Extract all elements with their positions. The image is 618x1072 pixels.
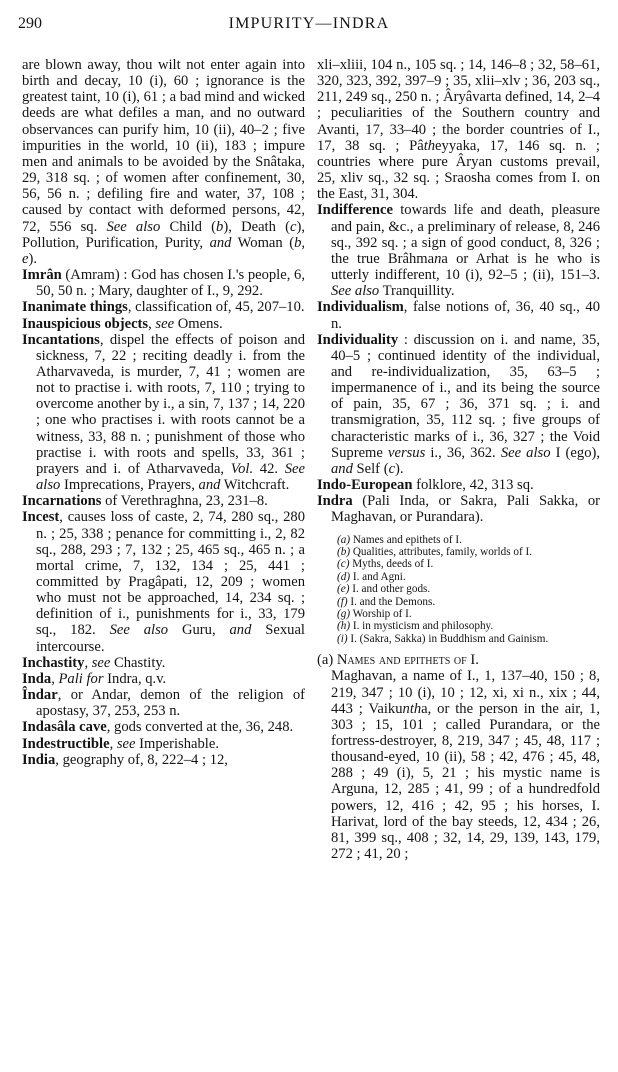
- entry-text: Tranquillity.: [379, 283, 455, 300]
- headword: Indra: [317, 493, 353, 510]
- entry-text: Guru,: [168, 622, 230, 639]
- entry-text: nth: [402, 700, 422, 717]
- page-number: 290: [18, 15, 42, 32]
- subtopic-label: I. and other gods.: [349, 583, 431, 596]
- headword: Imrân: [22, 267, 62, 284]
- subtopic-label: I. and Agni.: [350, 570, 406, 583]
- subtopic-item: [337, 608, 600, 620]
- entry-text: c: [388, 460, 396, 477]
- entry-text: n: [434, 250, 442, 267]
- index-entry: [317, 57, 600, 202]
- entry-text: and: [209, 234, 232, 251]
- subtopic-item: [337, 558, 600, 570]
- entry-text: th: [423, 137, 436, 154]
- subtopic-item: [337, 571, 600, 583]
- entry-text: xli–xliii, 104 n., 105 sq. ; 14, 146–8 ; 32, 58–61, 320, 323, 392, 397–9 ; 35, xlii–xlv ; 36, 203 sq., 211, 249 sq., 250 n. ; Âryâvarta defined, 14, 2–4 ; peculiarities of the Southern country and Avanti, 17, 33–40 ; the border countries of I., 17, 38 sq. ; Pâ: [317, 57, 600, 154]
- entry-text: and: [331, 460, 353, 477]
- headword: Indestructible: [22, 735, 110, 752]
- section-a-body: [331, 668, 600, 862]
- subtopic-label: Names and epithets of I.: [350, 533, 462, 546]
- entry-text: Self (: [352, 460, 389, 477]
- index-entry: [22, 719, 305, 735]
- entry-text: Sexual intercourse.: [36, 622, 305, 655]
- subtopic-key: (f): [337, 595, 348, 608]
- entry-text: See also: [106, 218, 161, 235]
- entry-text: of Verethraghna, 23, 231–8.: [101, 493, 268, 510]
- entry-text: ,: [84, 654, 92, 671]
- subtopic-key: (h): [337, 620, 351, 633]
- subtopic-item: [337, 620, 600, 632]
- subtopic-label: Qualities, attributes, family, worlds of I.: [350, 545, 533, 558]
- entry-text: , dispel the effects of poison and sickness, 7, 22 ; reciting deadly i. from the Atharvaveda, is murder, 7, 41 ; women are not to practise i. with roots, 7, 110 ; trying to overcome another by i., a sin, 7, 137 ; 14, 220 ; one who practises i. with roots cannot be a witness, 33, 88 n. ; punishment of those who practise i. with roots and spells, 33, 361 ; prayers and i. of Atharvaveda,: [36, 331, 305, 477]
- subtopic-item: [337, 534, 600, 546]
- index-entry: [22, 299, 305, 315]
- entry-text: i., 36, 362.: [425, 444, 501, 461]
- entry-text: Imperishable.: [135, 735, 219, 752]
- index-entry: [22, 655, 305, 671]
- subtopic-key: (i): [337, 632, 348, 645]
- headword: India: [22, 751, 56, 768]
- section-a-heading: Names and epithets of I.: [336, 652, 479, 669]
- headword: Inda: [22, 670, 52, 687]
- entry-text: Omens.: [174, 315, 223, 332]
- index-entry: [22, 267, 305, 299]
- entry-text: b: [216, 218, 224, 235]
- subtopic-key: (d): [337, 570, 351, 583]
- entry-text: ), Pollution, Purification, Purity,: [22, 218, 306, 251]
- subtopic-label: I. and the Demons.: [347, 595, 436, 608]
- entry-text: Indra, q.v.: [103, 670, 167, 687]
- headword: Individuality: [317, 331, 399, 348]
- entry-text: I (ego),: [550, 444, 600, 461]
- entry-text: , causes loss of caste, 2, 74, 280 sq., 280 n. ; 25, 338 ; penance for committing i., 2, 82 sq., 288, 293 ; 7, 132 ; 25, 465 sq., 465 n. ; a mortal crime, 7, 132, 134 ; 25, 441 ; committed by Pragâpati, 12, 209 ; women who must not be approached, 14, 234 sq. ; definition of i., punishments for i., 33, 179 sq., 182.: [36, 509, 305, 639]
- subtopic-label: Worship of I.: [350, 607, 412, 620]
- subtopic-label: I. in mysticism and philosophy.: [350, 620, 494, 633]
- subtopic-key: (c): [337, 558, 350, 571]
- entry-text: see: [91, 654, 111, 671]
- headword: Indo-European: [317, 477, 413, 494]
- right-entries: [317, 57, 600, 526]
- index-entry: [22, 671, 305, 687]
- entry-text: see: [116, 735, 136, 752]
- index-entry: [22, 736, 305, 752]
- entry-text: a or Arhat is he who is utterly indifferent, 10 (i), 92–5 ; (ii), 151–3.: [331, 250, 600, 284]
- entry-text: see: [155, 315, 175, 332]
- entry-text: See also: [109, 622, 169, 639]
- entry-text: towards life and death, pleasure and pain, &c., a preliminary of release, 8, 246 sq., 392 sq. ; a sign of good conduct, 8, 326 ; the true Brâhma: [331, 202, 600, 267]
- headword: Indasâla cave: [22, 719, 107, 736]
- headword: Incantations: [22, 331, 100, 348]
- entry-text: b: [294, 234, 302, 251]
- entry-text: , geography of, 8, 222–4 ; 12,: [55, 751, 228, 768]
- index-entry: [317, 332, 600, 477]
- entry-text: Imprecations, Prayers,: [60, 477, 199, 494]
- entry-text: are blown away, thou wilt not enter again into birth and decay, 10 (i), 60 ; ignorance is the greatest taint, 10 (i), 61 ; a bad mind and wicked deeds are what defiles a man, and no outward observances can purify him, 10 (ii), 40–2 ; five impurities in the world, 10 (ii), 183 ; impure men and animals to be avoided by the Snâtaka, 29, 318 sq. ; of women after confinement, 30, 56, 56 n. ; defiling fire and water, 37, 108 ; caused by contact with deformed persons, 42, 72, 556 sq.: [22, 57, 305, 235]
- index-entry: [22, 752, 305, 768]
- index-entry: [317, 493, 600, 525]
- entry-text: See also: [331, 283, 380, 300]
- entry-text: ,: [148, 315, 156, 332]
- headword: Individualism: [317, 299, 404, 316]
- index-entry: [22, 687, 305, 719]
- entry-text: (Pali Inda, or Sakra, Pali Sakka, or Maghavan, or Purandara).: [331, 493, 600, 526]
- index-entry: [22, 316, 305, 332]
- entry-text: ,: [301, 234, 306, 251]
- subtopic-item: [337, 596, 600, 608]
- headword: Inauspicious objects: [22, 315, 149, 332]
- section-a-key: (a): [317, 652, 334, 669]
- entry-text: See also: [36, 460, 306, 494]
- entry-text: Vol.: [230, 460, 254, 477]
- headword: Indifference: [317, 202, 393, 219]
- headword: Incest: [22, 509, 60, 526]
- entry-text: See also: [500, 444, 551, 461]
- left-column: [22, 57, 305, 768]
- entry-text: ).: [28, 250, 37, 267]
- index-entry: [22, 509, 305, 654]
- entry-text: ), Death (: [223, 218, 291, 235]
- subtopic-item: [337, 546, 600, 558]
- entry-text: Pali for: [58, 670, 104, 687]
- index-entry: [22, 332, 305, 494]
- right-column: [317, 57, 600, 862]
- index-entry: [317, 299, 600, 331]
- entry-text: Witchcraft.: [220, 477, 290, 494]
- subtopic-item: [337, 633, 600, 645]
- entry-text: ,: [109, 735, 117, 752]
- indra-subtopic-list: [337, 534, 600, 646]
- entry-text: c: [290, 218, 297, 235]
- entry-text: ).: [395, 460, 404, 477]
- index-entry: [22, 493, 305, 509]
- entry-text: Woman (: [231, 234, 295, 251]
- entry-text: eyyaka, 17, 146 sq. n. ; countries where pure Âryan customs prevail, 25, xliv sq., 32 sq. ; Sraosha comes from I. on the East, 31, 304.: [317, 137, 600, 203]
- entry-text: ,: [51, 670, 59, 687]
- entry-text: (Amram) : God has chosen I.'s people, 6, 50, 50 n. ; Mary, daughter of I., 9, 292.: [36, 267, 305, 300]
- headword: Îndar: [22, 687, 58, 704]
- entry-text: , false notions of, 36, 40 sq., 40 n.: [331, 299, 600, 332]
- headword: Inanimate things: [22, 299, 128, 316]
- entry-text: , or Andar, demon of the religion of apostasy, 37, 253, 253 n.: [36, 687, 305, 720]
- entry-text: versus: [387, 444, 426, 461]
- entry-text: , gods converted at the, 36, 248.: [106, 719, 294, 736]
- index-entry: [22, 57, 305, 267]
- index-entry: [317, 477, 600, 493]
- entry-text: e: [22, 250, 29, 267]
- headword: Inchastity: [22, 654, 85, 671]
- index-entry: [317, 202, 600, 299]
- entry-text: folklore, 42, 313 sq.: [412, 477, 534, 494]
- subtopic-item: [337, 583, 600, 595]
- entry-text: Chastity.: [110, 654, 166, 671]
- subtopic-key: (b): [337, 545, 351, 558]
- running-header: [18, 15, 600, 37]
- entry-text: , classification of, 45, 207–10.: [127, 299, 305, 316]
- subtopic-key: (g): [337, 607, 351, 620]
- entry-text: 42.: [253, 460, 285, 477]
- running-title: IMPURITY—INDRA: [228, 15, 390, 32]
- subtopic-label: I. (Sakra, Sakka) in Buddhism and Gainism.: [347, 632, 549, 645]
- section-a: [317, 652, 600, 862]
- entry-text: a, or the person in the air, 1, 303 ; 15, 101 ; called Purandara, or the fortress-destroyer, 8, 219, 347 ; 45, 48, 117 ; thousand-eyed, 10 (ii), 58 ; 42, 476 ; 45, 48, 288 ; 49 (i), 5, 21 ; his mystic name is Arguna, 12, 285 ; 41, 99 ; of a hundredfold powers, 12, 416 ; 42, 95 ; his horses, I. Harivat, lord of the bay steeds, 12, 434 ; 26, 81, 399 sq., 408 ; 32, 14, 29, 139, 143, 179, 272 ; 41, 20 ;: [331, 700, 601, 863]
- subtopic-label: Myths, deeds of I.: [349, 558, 434, 571]
- headword: Incarnations: [22, 493, 102, 510]
- entry-text: Maghavan, a name of I., 1, 137–40, 150 ; 8, 219, 347 ; 10 (i), 10 ; 12, xi, xi n., xix ; 44, 443 ; Vaiku: [331, 668, 600, 717]
- entry-text: : discussion on i. and name, 35, 40–5 ; continued identity of the individual, and re-individualization, 35, 63–5 ; impermanence of i., and its being the source of pain, 35, 67 ; 36, 371 sq. ; i. and transmigration, 35, 112 sq. ; five groups of characteristic marks of i., 36, 327 ; the Void Supreme: [331, 331, 600, 461]
- subtopic-key: (e): [337, 583, 350, 596]
- entry-text: and: [229, 622, 252, 639]
- entry-text: and: [198, 477, 221, 494]
- subtopic-key: (a): [337, 533, 351, 546]
- entry-text: Child (: [160, 218, 217, 235]
